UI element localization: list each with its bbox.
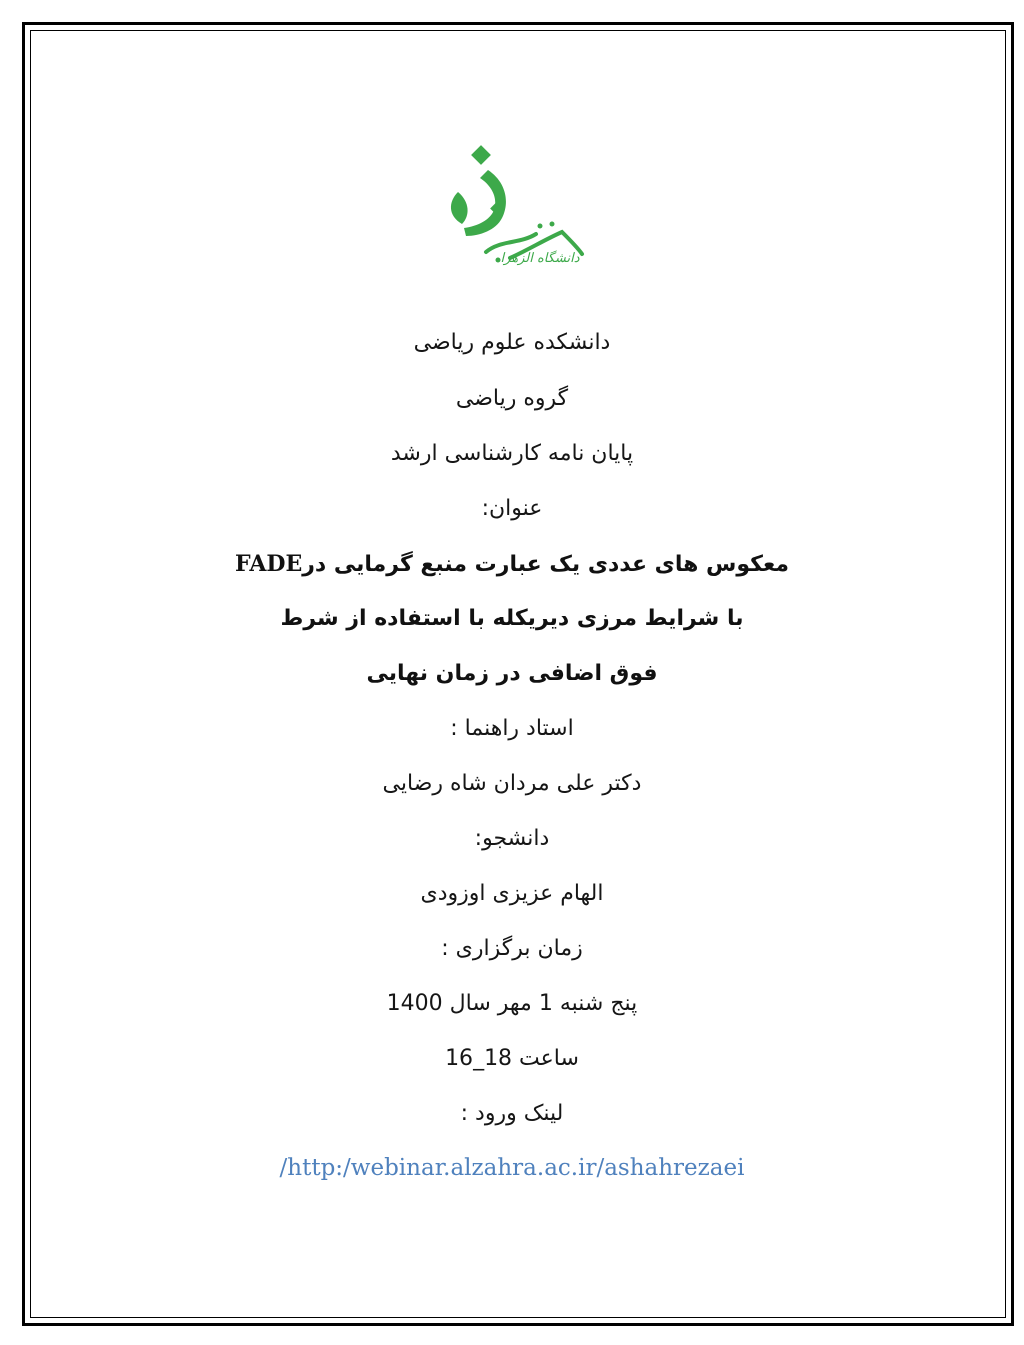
- supervisor-name: دکتر علی مردان شاه رضایی: [382, 771, 642, 796]
- session-date: پنج شنبه 1 مهر سال 1400: [386, 991, 638, 1016]
- student-name: الهام عزیزی اوزودی: [420, 881, 604, 906]
- session-hours: ساعت 18_16: [445, 1046, 579, 1071]
- thesis-title-line-1-text: معکوس های عددی یک عبارت منبع گرمایی در: [302, 552, 789, 577]
- webinar-link[interactable]: http:/webinar.alzahra.ac.ir/ashahrezaei/: [279, 1155, 745, 1181]
- alzahra-university-logo: [440, 140, 590, 270]
- webinar-link-row: [0, 1155, 1024, 1181]
- thesis-title-line-2: با شرایط مرزی دیریکله با استفاده از شرط: [280, 606, 744, 631]
- department-name: گروه ریاضی: [455, 386, 569, 411]
- title-label: عنوان:: [481, 496, 543, 521]
- thesis-title-line-1: [0, 551, 1024, 577]
- session-time-label: زمان برگزاری :: [441, 936, 583, 961]
- thesis-title-line-3: فوق اضافی در زمان نهایی: [366, 661, 658, 686]
- link-label: لینک ورود :: [460, 1101, 564, 1126]
- faculty-name: دانشکده علوم ریاضی: [413, 330, 611, 355]
- logo-caption: دانشگاه الزهرا: [500, 251, 580, 266]
- supervisor-label: استاد راهنما :: [450, 716, 574, 741]
- thesis-title-fade: FADE: [235, 551, 303, 577]
- thesis-type: پایان نامه کارشناسی ارشد: [390, 441, 634, 466]
- student-label: دانشجو:: [474, 826, 550, 851]
